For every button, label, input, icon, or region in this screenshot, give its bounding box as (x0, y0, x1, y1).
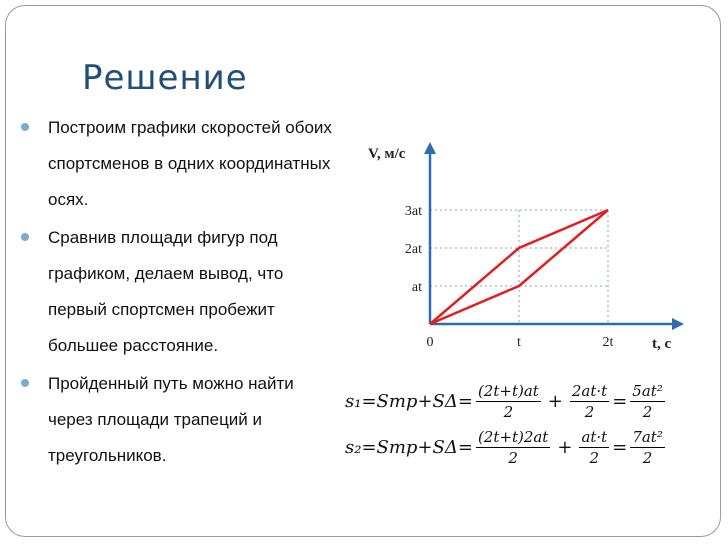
fraction (579, 428, 609, 467)
bullet-text: Построим графики скоростей обоих спортсменов в одних координатных осях. (48, 118, 332, 209)
slide-title: Решение (82, 58, 248, 98)
fraction (630, 428, 665, 467)
formula-lhs: s₂=Sтр+SΔ= (345, 436, 473, 458)
numerator: at·t (581, 427, 608, 446)
fraction (476, 428, 550, 467)
x-tick-label: 2t (602, 335, 614, 350)
plus-sign: + (547, 390, 563, 412)
y-tick-label: 3at (404, 204, 422, 219)
denominator: 2 (589, 448, 600, 467)
bullet-list (18, 110, 338, 474)
bullet-text: Сравнив площади фигур под графиком, делаем вывод, что первый спортсмен пробежит большее расстояние. (48, 228, 284, 355)
fraction (476, 382, 541, 421)
fraction (630, 382, 665, 421)
numerator: 5at² (632, 381, 663, 400)
formula-block (345, 378, 725, 470)
equals-sign: = (612, 436, 628, 458)
numerator: (2t+t)at (477, 381, 539, 400)
x-axis-arrow-icon (672, 318, 684, 330)
grid-guides (430, 210, 608, 324)
y-tick-label: at (411, 280, 422, 295)
formula-s1 (345, 378, 725, 424)
denominator: 2 (584, 402, 595, 421)
denominator: 2 (642, 448, 653, 467)
bullet-dot-icon (21, 123, 29, 131)
x-axis-label: t, с (652, 336, 672, 352)
numerator: 2at·t (571, 381, 608, 400)
fraction (570, 382, 609, 421)
x-tick-label: t (517, 335, 521, 350)
formula-s2 (345, 424, 725, 470)
formula-lhs: s₁=Sтр+SΔ= (345, 390, 473, 412)
denominator: 2 (642, 402, 653, 421)
denominator: 2 (508, 448, 518, 467)
bullet-item (18, 110, 338, 218)
y-tick-label: 2at (404, 242, 422, 257)
bullet-item (18, 366, 338, 474)
numerator: 7at² (632, 427, 663, 446)
numerator: (2t+t)2at (477, 427, 549, 446)
bullet-item (18, 220, 338, 364)
denominator: 2 (503, 402, 514, 421)
bullet-dot-icon (21, 379, 29, 387)
plus-sign: + (557, 436, 573, 458)
x-tick-labels (427, 335, 614, 350)
x-tick-label: 0 (426, 335, 434, 350)
y-axis-arrow-icon (424, 142, 436, 154)
velocity-graph (360, 140, 690, 360)
bullet-dot-icon (21, 233, 29, 241)
equals-sign: = (612, 390, 628, 412)
y-axis-label: V, м/с (368, 146, 406, 162)
y-tick-labels (405, 204, 422, 295)
bullet-text: Пройденный путь можно найти через площади трапеций и треугольников. (48, 374, 294, 465)
